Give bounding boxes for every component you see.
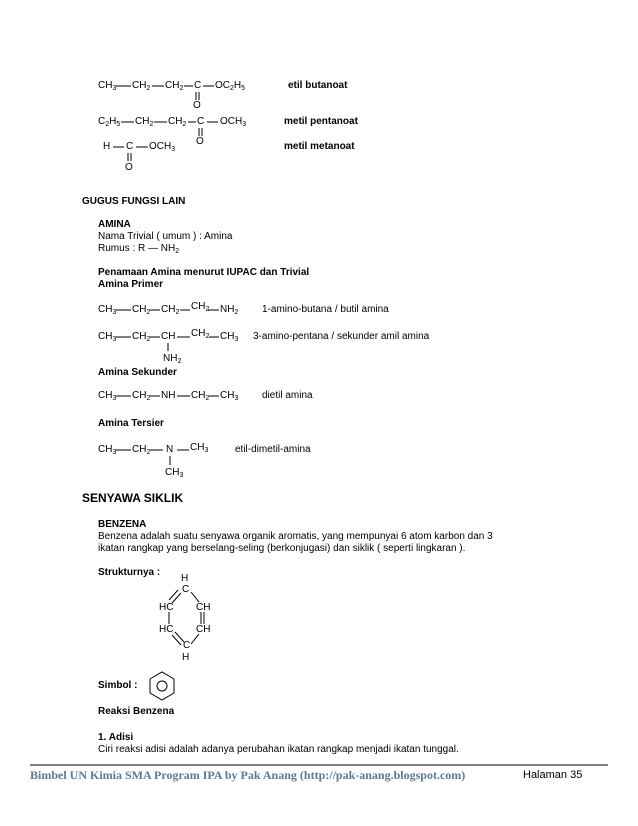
section-heading-gugus: GUGUS FUNGSI LAIN	[82, 196, 186, 207]
amina-trivial-line: Nama Trivial ( umum ) : Amina	[98, 231, 233, 242]
atom-ch3: $CH_3$	[165, 467, 184, 479]
atom-ch2: $CH_2$	[132, 331, 151, 343]
atom-och3: $OCH_3$	[220, 116, 247, 128]
adisi-title: 1. Adisi	[98, 732, 134, 743]
tersier-title: Amina Tersier	[98, 418, 164, 429]
footer-rule	[30, 764, 608, 766]
atom-ch: CH	[196, 624, 211, 635]
adisi-desc: Ciri reaksi adisi adalah adanya perubahan ikatan rangkap menjadi ikatan tunggal.	[98, 744, 459, 755]
atom-c2h5: $C_2H_5$	[98, 116, 121, 128]
atom-ch2: $CH_2$	[135, 116, 154, 128]
atom-nh: NH	[161, 390, 176, 401]
atom-ch2: $CH_2$	[132, 304, 151, 316]
atom-ch: CH	[196, 602, 211, 613]
simbol-label: Simbol :	[98, 680, 138, 691]
atom-ch2: $CH_2$	[165, 80, 184, 92]
atom-c: C	[126, 141, 134, 152]
amina-title: AMINA	[98, 219, 131, 230]
ester-name: etil butanoat	[288, 80, 348, 91]
atom-ch2: $CH_2$	[191, 301, 210, 313]
atom-ch2: $CH_2$	[191, 390, 210, 402]
atom-hc: HC	[159, 624, 174, 635]
sekunder-title: Amina Sekunder	[98, 367, 177, 378]
atom-ch3: $CH_3$	[98, 444, 117, 456]
amine-name: dietil amina	[262, 390, 313, 401]
atom-c: C	[194, 80, 202, 91]
atom-c: C	[183, 640, 191, 651]
benzena-desc-line2: ikatan rangkap yang berselang-seling (berkonjugasi) dan siklik ( seperti lingkaran ).	[98, 543, 466, 554]
benzena-title: BENZENA	[98, 519, 147, 530]
atom-ch3: $CH_3$	[98, 304, 117, 316]
atom-c: C	[197, 116, 205, 127]
atom-o: O	[193, 100, 201, 111]
reaksi-title: Reaksi Benzena	[98, 706, 175, 717]
amine-name: 1-amino-butana / butil amina	[262, 304, 389, 315]
atom-ch3: $CH_3$	[190, 442, 209, 454]
atom-n: N	[166, 444, 174, 455]
atom-ch: CH	[161, 331, 176, 342]
atom-ch3: $CH_3$	[220, 390, 239, 402]
page-number: Halaman 35	[523, 769, 583, 781]
atom-ch2: $CH_2$	[132, 444, 151, 456]
benzena-desc-line1: Benzena adalah suatu senyawa organik aromatis, yang mempunyai 6 atom karbon dan 3	[98, 531, 493, 542]
atom-hc: HC	[159, 602, 174, 613]
atom-c: C	[182, 584, 190, 595]
primer-title: Amina Primer	[98, 279, 164, 290]
atom-och3: $OCH_3$	[149, 141, 176, 153]
atom-ch3: $CH_3$	[220, 331, 239, 343]
atom-ch2: $CH_2$	[161, 304, 180, 316]
atom-ch2: $CH_2$	[168, 116, 187, 128]
atom-ch3: $CH_3$	[98, 80, 117, 92]
atom-o: O	[125, 162, 133, 173]
amine-name: etil-dimetil-amina	[235, 444, 311, 455]
ester-name: metil pentanoat	[284, 116, 358, 127]
footer-credit: Bimbel UN Kimia SMA Program IPA by Pak Anang (http://pak-anang.blogspot.com)	[30, 768, 466, 782]
atom-h: H	[103, 141, 111, 152]
atom-oc2h5: $OC_2H_5$	[215, 80, 246, 92]
section-heading-siklik: SENYAWA SIKLIK	[82, 491, 184, 505]
atom-ch3: $CH_3$	[98, 390, 117, 402]
atom-ch2: $CH_2$	[132, 390, 151, 402]
atom-ch3: $CH_3$	[98, 331, 117, 343]
atom-o: O	[196, 136, 204, 147]
atom-nh2: $NH_2$	[220, 304, 239, 316]
amine-name: 3-amino-pentana / sekunder amil amina	[253, 331, 430, 342]
atom-ch2: $CH_2$	[132, 80, 151, 92]
atom-h: H	[181, 573, 189, 584]
atom-h: H	[182, 652, 190, 663]
ester-name: metil metanoat	[284, 141, 355, 152]
amina-rumus-line: Rumus : R — $NH_2$	[98, 243, 180, 255]
atom-ch2: $CH_2$	[191, 328, 210, 340]
atom-nh2: $NH_2$	[163, 353, 182, 365]
penamaan-title: Penamaan Amina menurut IUPAC dan Trivial	[98, 267, 310, 278]
struktur-label: Strukturnya :	[98, 567, 161, 578]
